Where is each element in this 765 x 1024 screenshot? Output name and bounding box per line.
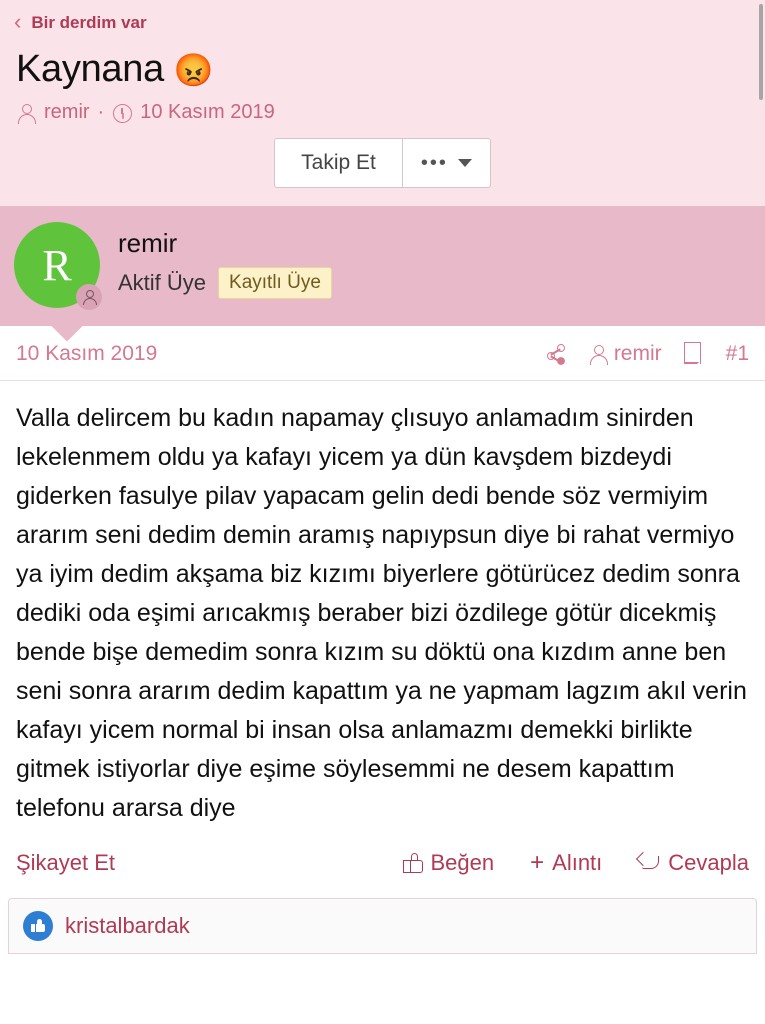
avatar[interactable]: R [14, 222, 100, 308]
likes-bar[interactable] [8, 898, 757, 954]
plus-icon: + [530, 849, 545, 876]
reply-label: Cevapla [668, 850, 749, 875]
thread-header [0, 0, 765, 206]
post-user[interactable] [588, 342, 662, 366]
like-label: Beğen [430, 850, 495, 875]
chevron-left-icon[interactable]: ‹ [14, 9, 22, 34]
author-name[interactable]: remir [118, 228, 178, 258]
more-dots-icon: ••• [420, 151, 448, 174]
post-date[interactable]: 10 Kasım 2019 [16, 342, 158, 365]
post-number[interactable]: #1 [725, 342, 749, 365]
reply-arrow-icon [638, 854, 660, 872]
bookmark-icon[interactable] [684, 342, 704, 366]
scrollbar[interactable] [759, 0, 765, 1024]
thread-date: 10 Kasım 2019 [140, 101, 275, 123]
like-button[interactable] [403, 850, 495, 876]
thread-title-text: Kaynana [16, 48, 164, 90]
thread-author[interactable]: remir [44, 101, 90, 123]
page-title [16, 48, 751, 91]
author-info [118, 222, 332, 299]
post-body: Valla delircem bu kadın napamay çlısuyo anlamadım sinirden lekelenmem oldu ya kafayı yicem ya dün kavşdem bizdeydi giderken fasulye pilav yapacam gelin dedi bende söz vermiyim ararım seni dedim demin aramış napıypsun diye bi rahat vermiyo ya iyim dedim akşama biz kızımı biyerlere götürücez dedim sonra dediki oda eşimi arıcakmış beraber bizi özdilege götür dicekmiş bende bişe demedim sonra kızım su döktü ona kızdım anne ben seni sonra ararım dedim kapattım ya ne yapmam lagzım akıl verin kafayı yicem normal bi insan olsa anlamazmı demekki birlikte gitmek istiyorlar diye eşime söylesemmi ne desem kapattım telefonu ararsa diye [16, 404, 747, 822]
post-author-band [0, 206, 765, 326]
author-rank: Aktif Üye [118, 270, 207, 295]
quote-button[interactable] [530, 850, 602, 876]
thread-meta [16, 101, 751, 124]
avatar-wrapper[interactable] [14, 222, 100, 308]
report-button[interactable]: Şikayet Et [16, 850, 116, 875]
thumbs-up-icon [403, 853, 423, 873]
meta-separator: · [97, 101, 105, 123]
angry-face-emoji: 😡 [173, 51, 214, 88]
status-badge: Kayıtlı Üye [218, 267, 332, 299]
thumbs-up-badge-icon [23, 911, 53, 941]
breadcrumb[interactable] [14, 8, 751, 42]
post-username[interactable]: remir [613, 342, 662, 365]
person-icon [588, 344, 608, 364]
share-icon[interactable] [544, 343, 566, 365]
reply-button[interactable] [638, 850, 749, 876]
quote-label: Alıntı [552, 850, 603, 875]
avatar-status-badge [76, 284, 102, 310]
more-options-button[interactable] [403, 138, 491, 188]
author-subinfo [118, 267, 332, 299]
liker-username[interactable]: kristalbardak [65, 913, 190, 938]
breadcrumb-label[interactable]: Bir derdim var [31, 13, 147, 32]
follow-button[interactable]: Takip Et [274, 138, 403, 188]
post-footer [0, 836, 765, 892]
post-footer-actions [403, 850, 750, 876]
post-meta-actions [544, 342, 749, 366]
thread-actions [14, 138, 751, 188]
scrollbar-thumb[interactable] [759, 4, 763, 100]
person-icon [82, 290, 96, 304]
action-button-group [274, 138, 491, 188]
chevron-down-icon [458, 159, 472, 167]
clock-icon [112, 103, 132, 123]
person-icon [16, 103, 36, 123]
post-meta-row [0, 326, 765, 381]
